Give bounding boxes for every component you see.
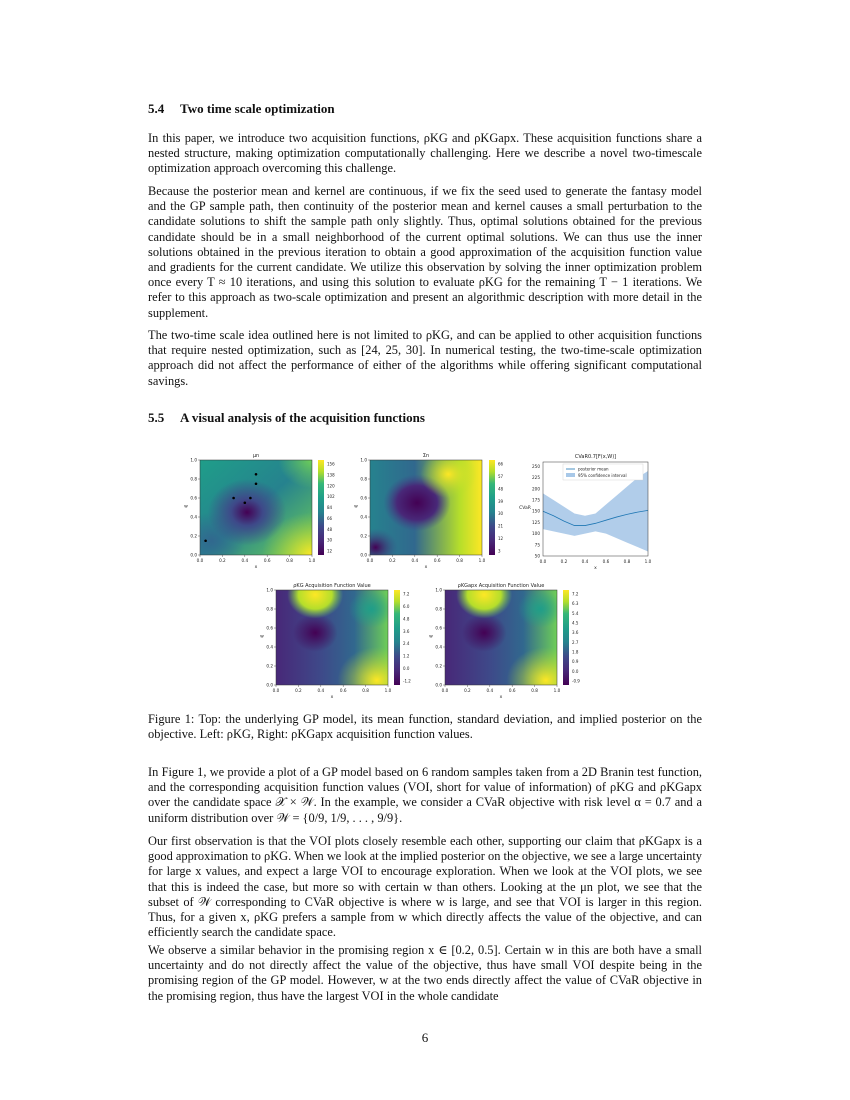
- rhokg-colorbar-tick: 4.8: [403, 616, 410, 622]
- mu-n-x-tick-label: 0.8: [286, 558, 293, 563]
- rhokg-apx-x-tick-label: 1.0: [553, 688, 561, 693]
- rhokg-colorbar-tick: 0.0: [403, 666, 410, 672]
- rhokg-x-tick-label: 0.2: [295, 688, 302, 693]
- cvar-y-tick-label: 225: [532, 475, 540, 481]
- rhokg-y-tick-label: 0.8: [266, 606, 273, 612]
- rhokg-y-tick-label: 0.6: [266, 625, 273, 631]
- rhokg-apx-y-tick-label: 0.0: [435, 682, 442, 688]
- paragraph-nested: The two-time scale idea outlined here is not limited to ρKG, and can be applied to other acquisition functions that require nested optimization, such as [24, 25, 30]. In numerical testing, the two-time-scale optimization approach did not affect the performance of either of the algorithms while offering significant computational savings.: [148, 328, 702, 388]
- rhokg-colorbar-tick: 1.2: [403, 653, 410, 659]
- rhokg-apx-colorbar-tick: 0.0: [572, 668, 579, 674]
- rhokg-apx-colorbar-tick: 3.6: [572, 630, 579, 636]
- mu-n-colorbar-tick: 138: [327, 472, 335, 478]
- mu-n-sample-point: [255, 482, 258, 485]
- mu-n-heatmap: [184, 453, 335, 570]
- mu-n-sample-point: [204, 539, 207, 542]
- mu-n-colorbar-tick: 12: [327, 548, 333, 554]
- rhokg-apx-y-axis-label: w: [429, 634, 433, 640]
- rhokg-apx-x-axis-label: x: [499, 695, 503, 700]
- rhokg-apx-colorbar-tick: 0.9: [572, 659, 579, 665]
- cvar-x-tick-label: 0.2: [560, 559, 568, 564]
- rhokg-x-tick-label: 0.8: [362, 688, 369, 693]
- rhokg-apx-colorbar: [563, 590, 569, 685]
- rhokg-apx-colorbar-tick: 5.4: [572, 610, 579, 616]
- rhokg-apx-title: ρKGapx Acquisition Function Value: [457, 583, 545, 589]
- sigma-n-y-tick-label: 0.4: [360, 514, 367, 520]
- sigma-n-title: Σn: [422, 453, 430, 459]
- rhokg-apx-colorbar-tick: 1.8: [572, 649, 579, 655]
- rhokg-apx-colorbar-tick: 7.2: [572, 591, 579, 597]
- cvar-y-tick-label: 100: [532, 531, 540, 537]
- rhokg-apx-colorbar-tick: -0.9: [572, 678, 580, 684]
- sigma-n-y-tick-label: 0.2: [360, 533, 367, 539]
- rhokg-x-tick-label: 0.6: [339, 688, 347, 693]
- rhokg-x-tick-label: 0.0: [272, 688, 280, 693]
- sigma-n-y-tick-label: 0.8: [360, 476, 367, 482]
- cvar-y-tick-label: 200: [532, 486, 540, 492]
- mu-n-colorbar-tick: 66: [327, 515, 333, 521]
- mu-n-x-axis-label: x: [254, 565, 258, 570]
- sigma-n-colorbar-tick: 57: [498, 473, 504, 479]
- rhokg-colorbar-tick: 7.2: [403, 591, 410, 597]
- sigma-n-heatmap: [354, 453, 503, 570]
- mu-n-y-tick-label: 0.2: [190, 533, 197, 539]
- rhokg-colorbar: [394, 590, 400, 685]
- mu-n-colorbar-tick: 30: [327, 537, 333, 543]
- sigma-n-x-tick-label: 1.0: [478, 558, 486, 563]
- mu-n-y-tick-label: 0.6: [190, 495, 197, 501]
- mu-n-y-tick-label: 0.8: [190, 476, 197, 482]
- mu-n-x-tick-label: 1.0: [308, 558, 316, 563]
- mu-n-sample-point: [232, 497, 235, 500]
- rhokg-colorbar-tick: 6.0: [403, 603, 410, 609]
- section-heading-5-5: 5.5 A visual analysis of the acquisition functions: [148, 410, 425, 425]
- rhokg-y-axis-label: w: [260, 634, 264, 640]
- mu-n-x-tick-label: 0.6: [263, 558, 271, 563]
- mu-n-sample-point: [255, 473, 258, 476]
- cvar-x-tick-label: 0.0: [539, 559, 547, 564]
- cvar-y-tick-label: 125: [532, 519, 540, 525]
- sigma-n-x-axis-label: x: [424, 565, 428, 570]
- rhokg-apx-x-tick-label: 0.4: [486, 688, 494, 693]
- sigma-n-x-tick-label: 0.2: [389, 558, 396, 563]
- legend-ci-label: 95% confidence interval: [578, 473, 627, 478]
- figure-1: [0, 440, 850, 710]
- section-heading-5-4: 5.4 Two time scale optimization: [148, 101, 335, 116]
- paragraph-two-scale: Because the posterior mean and kernel are continuous, if we fix the seed used to generate the fantasy model and the GP sample path, then continuity of the posterior mean and kernel causes a small perturbation to the candidate solutions to shift the sample path only slightly. Thus, optimal solutions obtained for the previous candidate should be in a small neighborhood of the current optimal solutions. We can thus use the inner solutions obtained in the previous iteration to obtain a good approximation of the acquisition function value and gradients for the current candidate. We utilize this observation by solving the inner optimization problem once every T ≈ 10 iterations, and using this solution to evaluate ρKG for the remaining T − 1 iterations. We refer to this approach as two-scale optimization and present an algorithmic description with more detail in the supplement.: [148, 184, 702, 320]
- mu-n-colorbar-tick: 120: [327, 483, 335, 489]
- mu-n-colorbar-tick: 84: [327, 505, 333, 510]
- rhokg-apx-y-tick-label: 0.2: [435, 663, 442, 669]
- sigma-n-y-tick-label: 1.0: [360, 457, 367, 463]
- legend-mean-label: posterior mean: [578, 466, 609, 472]
- rhokg-apx-y-tick-label: 0.4: [435, 644, 442, 650]
- mu-n-y-tick-label: 1.0: [190, 457, 197, 463]
- sigma-n-field-layer: [370, 460, 482, 555]
- mu-n-sample-point: [249, 497, 252, 500]
- cvar-x-tick-label: 1.0: [644, 559, 652, 564]
- paragraph-observation: Our first observation is that the VOI plots closely resemble each other, supporting our claim that ρKGapx is a good approximation to ρKG. When we look at the implied posterior on the objective, we see a large uncertainty for large x values, and expect a large VOI to encourage exploration. When we look at the VOI plots, we see that this is indeed the case, but more so with certain w than others. Looking at the μn plot, we see that the subset of 𝒲 corresponding to CVaR objective is where w is large, and see that VOI is larger in this region. Thus, for a given x, ρKG prefers a sample from w which directly affects the value of the objective, and can efficiently search the candidate space.: [148, 834, 702, 940]
- rhokg-apx-heatmap: [429, 583, 580, 700]
- sigma-n-colorbar-tick: 30: [498, 511, 504, 517]
- mu-n-colorbar-tick: 48: [327, 526, 333, 532]
- rhokg-apx-x-tick-label: 0.0: [441, 688, 449, 693]
- sigma-n-y-axis-label: w: [354, 504, 358, 510]
- sigma-n-colorbar-tick: 12: [498, 536, 504, 542]
- cvar-x-tick-label: 0.8: [623, 559, 631, 564]
- cvar-chart: [519, 454, 652, 571]
- sigma-n-colorbar-tick: 48: [498, 486, 504, 492]
- mu-n-x-tick-label: 0.4: [241, 558, 249, 563]
- paragraph-figure-description: In Figure 1, we provide a plot of a GP model based on 6 random samples taken from a 2D Branin test function, and the corresponding acquisition function values (VOI, short for value of information) of ρKG and ρKGapx over the candidate space 𝒳 × 𝒲. In the example, we consider a CVaR objective with risk level α = 0.7 and a uniform distribution over 𝒲 = {0/9, 1/9, . . . , 9/9}.: [148, 765, 702, 825]
- sigma-n-x-tick-label: 0.6: [433, 558, 441, 563]
- confidence-band: [543, 471, 648, 552]
- figure-caption: Figure 1: Top: the underlying GP model, its mean function, standard deviation, and implied posterior on the objective. Left: ρKG, Right: ρKGapx acquisition function values.: [148, 712, 702, 742]
- sigma-n-y-tick-label: 0.0: [360, 552, 367, 558]
- rhokg-apx-y-tick-label: 0.8: [435, 606, 442, 612]
- sigma-n-x-tick-label: 0.4: [411, 558, 419, 563]
- cvar-y-tick-label: 75: [534, 542, 540, 548]
- mu-n-x-tick-label: 0.2: [219, 558, 226, 563]
- rhokg-apx-x-tick-label: 0.8: [531, 688, 538, 693]
- sigma-n-y-tick-label: 0.6: [360, 495, 367, 501]
- sigma-n-x-tick-label: 0.8: [456, 558, 463, 563]
- mu-n-x-tick-label: 0.0: [196, 558, 204, 563]
- cvar-y-tick-label: 175: [532, 497, 540, 503]
- cvar-x-tick-label: 0.6: [602, 559, 610, 564]
- legend-ci-swatch: [566, 473, 575, 477]
- mu-n-colorbar: [318, 460, 324, 555]
- mu-n-colorbar-tick: 102: [327, 494, 335, 500]
- rhokg-apx-colorbar-tick: 4.5: [572, 620, 579, 626]
- mu-n-y-tick-label: 0.4: [190, 514, 197, 520]
- rhokg-y-tick-label: 0.0: [266, 682, 273, 688]
- rhokg-apx-field-layer: [445, 590, 557, 685]
- rhokg-apx-x-tick-label: 0.6: [508, 688, 516, 693]
- rhokg-apx-colorbar-tick: 6.3: [572, 601, 579, 607]
- mu-n-colorbar-tick: 156: [327, 461, 335, 467]
- rhokg-apx-y-tick-label: 1.0: [435, 587, 442, 593]
- rhokg-apx-colorbar-tick: 2.7: [572, 639, 579, 645]
- paragraph-promising-region: We observe a similar behavior in the promising region x ∈ [0.2, 0.5]. Certain w in this are both have a small uncertainty and do not directly affect the value of the objective, thus have small VOI despite being in the promising region of the GP model. However, w at the two ends directly affect the value of CVaR objective in the promising region, thus have the largest VOI in the whole candidate: [148, 943, 702, 1003]
- sigma-n-colorbar-tick: 66: [498, 461, 504, 467]
- rhokg-heatmap: [260, 583, 411, 700]
- cvar-x-axis-label: x: [594, 566, 597, 571]
- rhokg-x-tick-label: 1.0: [384, 688, 392, 693]
- rhokg-x-axis-label: x: [330, 695, 334, 700]
- mu-n-sample-point: [244, 501, 247, 504]
- rhokg-y-tick-label: 1.0: [266, 587, 273, 593]
- rhokg-y-tick-label: 0.2: [266, 663, 273, 669]
- rhokg-colorbar-tick: 2.4: [403, 641, 410, 647]
- paragraph-intro: In this paper, we introduce two acquisition functions, ρKG and ρKGapx. These acquisition functions share a nested structure, making optimization computationally challenging. Here we describe a novel two-timescale optimization approach overcoming this challenge.: [148, 131, 702, 176]
- sigma-n-x-tick-label: 0.0: [366, 558, 374, 563]
- sigma-n-colorbar: [489, 460, 495, 555]
- rhokg-apx-y-tick-label: 0.6: [435, 625, 442, 631]
- rhokg-colorbar-tick: -1.2: [403, 678, 411, 684]
- rhokg-colorbar-tick: 3.6: [403, 628, 410, 634]
- sigma-n-colorbar-tick: 21: [498, 523, 504, 529]
- rhokg-y-tick-label: 0.4: [266, 644, 273, 650]
- cvar-title: CVaR0.7[F(x,W)]: [574, 454, 617, 460]
- rhokg-apx-x-tick-label: 0.2: [464, 688, 471, 693]
- sigma-n-colorbar-tick: 39: [498, 498, 504, 504]
- mu-n-title: μn: [252, 453, 260, 459]
- cvar-y-axis-label: CVaR: [519, 506, 531, 511]
- cvar-y-tick-label: 50: [534, 553, 540, 559]
- rhokg-field-layer: [276, 590, 388, 685]
- page-number: 6: [421, 1030, 429, 1045]
- cvar-x-tick-label: 0.4: [581, 559, 589, 564]
- mu-n-y-tick-label: 0.0: [190, 552, 197, 558]
- rhokg-title: ρKG Acquisition Function Value: [293, 583, 371, 589]
- rhokg-x-tick-label: 0.4: [317, 688, 325, 693]
- sigma-n-colorbar-tick: 3: [498, 548, 501, 554]
- mu-n-y-axis-label: w: [184, 504, 188, 510]
- cvar-y-tick-label: 250: [532, 463, 540, 469]
- cvar-y-tick-label: 150: [532, 508, 540, 514]
